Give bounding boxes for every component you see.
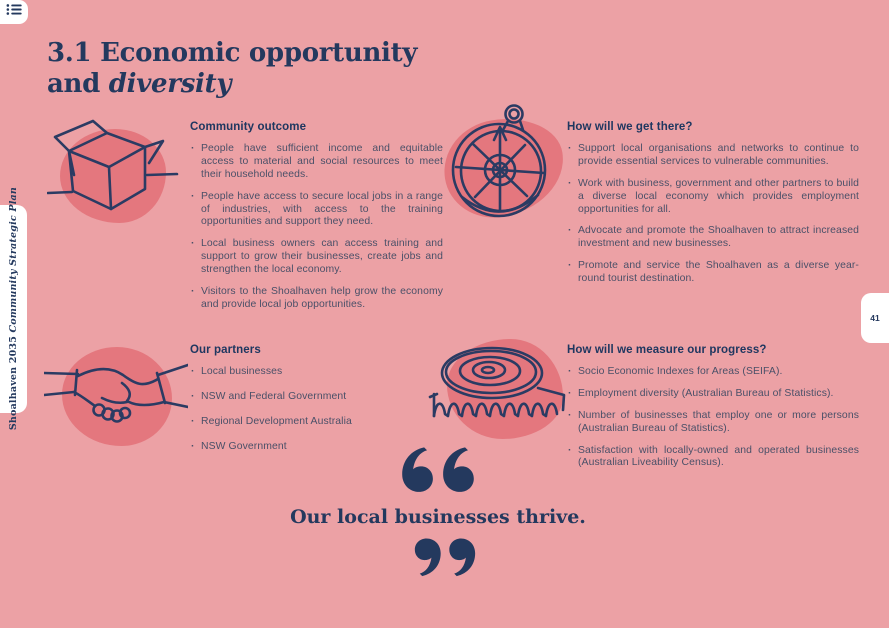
- bullet-item: · Satisfaction with locally-owned and operated businesses (Australian Liveability Census).: [567, 445, 859, 471]
- bullet-item: · People have access to secure local jobs in a range of industries, with access to the training opportunities and support they need.: [190, 191, 443, 230]
- bullet-item: · Support local organisations and networks to continue to provide essential services to vulnerable communities.: [567, 143, 859, 169]
- bullet-item: · Employment diversity (Australian Bureau of Statistics).: [567, 388, 859, 401]
- list-icon: [6, 3, 22, 21]
- page-title-line-2: and diversity: [47, 68, 232, 99]
- section-how-will-we-get-there: [567, 121, 859, 295]
- page-number: 41: [870, 313, 880, 323]
- bullet-item: · Local businesses: [190, 366, 443, 379]
- section-heading: Our partners: [190, 344, 261, 356]
- bullet-list: [567, 143, 859, 286]
- bullet-item: · Advocate and promote the Shoalhaven to attract increased investment and new businesses.: [567, 225, 859, 251]
- section-heading: How will we get there?: [567, 121, 693, 133]
- bullet-item: · Local business owners can access training and support to grow their businesses, create jobs and strengthen the local economy.: [190, 238, 443, 277]
- pull-quote: [254, 444, 622, 585]
- section-heading: Community outcome: [190, 121, 307, 133]
- table-of-contents-button[interactable]: [0, 0, 28, 24]
- quote-text: Our local businesses thrive.: [290, 506, 586, 528]
- bullet-list: [190, 366, 443, 454]
- bullet-item: · Socio Economic Indexes for Areas (SEIFA).: [567, 366, 859, 379]
- open-box-icon: [47, 111, 179, 225]
- bullet-item: · Work with business, government and other partners to build a diverse local economy which provides employment opportunities for all.: [567, 178, 859, 217]
- compass-icon: [440, 101, 560, 225]
- bullet-item: · Number of businesses that employ one or more persons (Australian Bureau of Statistics).: [567, 410, 859, 436]
- page-title: [47, 38, 417, 99]
- spine-label: Shoalhaven 2035 Community Strategic Plan: [8, 187, 19, 431]
- close-quote-icon: [254, 534, 622, 585]
- bullet-list: [190, 143, 443, 312]
- section-community-outcome: [190, 121, 443, 321]
- measuring-tape-icon: [428, 336, 570, 440]
- bullet-item: · NSW Government: [190, 441, 443, 454]
- bullet-item: · People have sufficient income and equitable access to material and social resources to meet their household needs.: [190, 143, 443, 182]
- page-title-line-1: 3.1 Economic opportunity: [47, 38, 418, 68]
- bullet-item: · NSW and Federal Government: [190, 391, 443, 404]
- open-quote-icon: [254, 444, 622, 501]
- page-number-tab: [861, 293, 889, 343]
- document-spine-tab: [0, 187, 27, 431]
- bullet-item: · Regional Development Australia: [190, 416, 443, 429]
- handshake-icon: [44, 343, 188, 445]
- bullet-item: · Promote and service the Shoalhaven as a diverse year-round tourist destination.: [567, 260, 859, 286]
- section-heading: How will we measure our progress?: [567, 344, 767, 356]
- bullet-item: · Visitors to the Shoalhaven help grow the economy and provide local job opportunities.: [190, 286, 443, 312]
